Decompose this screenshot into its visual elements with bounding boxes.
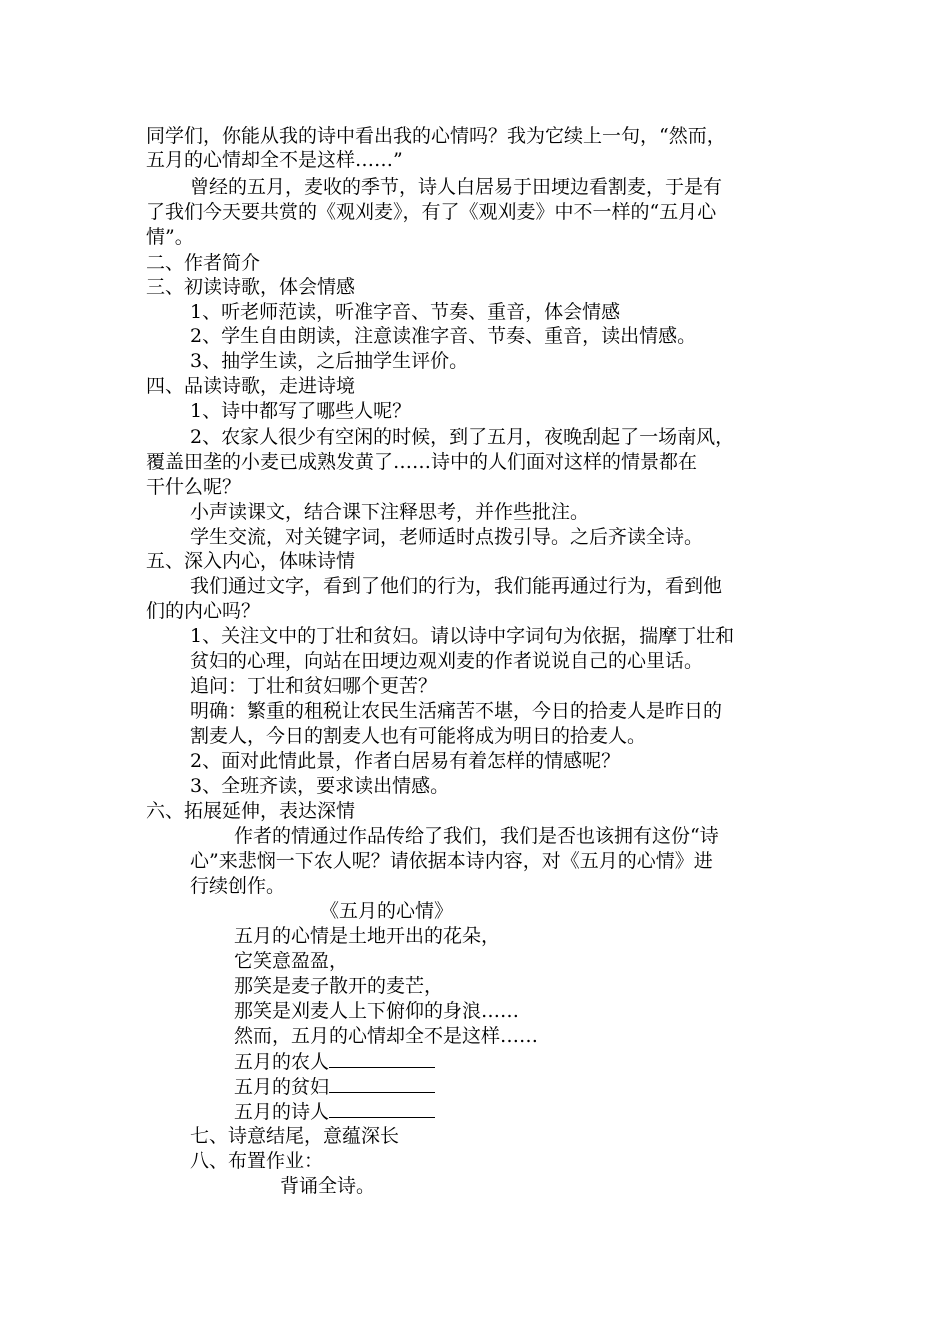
text-line: 作者的情通过作品传给了我们，我们是否也该拥有这份“诗 xyxy=(234,825,719,847)
section-heading: 二、作者简介 xyxy=(146,252,261,274)
text-line: 3、全班齐读，要求读出情感。 xyxy=(190,775,450,797)
poem-prompt: 五月的贫妇 xyxy=(234,1076,330,1098)
text-line: 2、学生自由朗读，注意读准字音、节奏、重音，读出情感。 xyxy=(190,325,697,347)
text-line: 1、关注文中的丁壮和贫妇。请以诗中字词句为依据，揣摩丁壮和 xyxy=(190,625,735,647)
poem-prompt: 五月的诗人 xyxy=(234,1101,330,1123)
text-line: 我们通过文字，看到了他们的行为，我们能再通过行为，看到他 xyxy=(190,575,723,597)
text-line: 1、诗中都写了哪些人呢？ xyxy=(190,400,412,422)
text-line: 背诵全诗。 xyxy=(280,1175,376,1197)
text-line: 小声读课文，结合课下注释思考，并作些批注。 xyxy=(190,501,590,523)
text-line: 曾经的五月，麦收的季节，诗人白居易于田埂边看割麦，于是有 xyxy=(190,176,723,198)
poem-prompt: 五月的农人 xyxy=(234,1051,330,1073)
fill-blank xyxy=(329,1074,435,1093)
text-line: 干什么呢？ xyxy=(146,476,242,498)
poem-fill-line xyxy=(234,1099,435,1123)
text-line: 2、农家人很少有空闲的时候，到了五月，夜晚刮起了一场南风， xyxy=(190,426,735,448)
section-heading: 七、诗意结尾，意蕴深长 xyxy=(190,1125,400,1147)
text-line: 心”来悲悯一下农人呢？请依据本诗内容，对《五月的心情》进 xyxy=(190,850,713,872)
text-line: 明确：繁重的租税让农民生活痛苦不堪，今日的拾麦人是昨日的 xyxy=(190,700,723,722)
poem-fill-line xyxy=(234,1074,435,1098)
text-line: 五月的心情却全不是这样……” xyxy=(146,149,403,171)
poem-line: 五月的心情是土地开出的花朵， xyxy=(234,925,501,947)
section-heading: 四、品读诗歌，走进诗境 xyxy=(146,375,356,397)
poem-title: 《五月的心情》 xyxy=(320,900,454,922)
text-line: 覆盖田垄的小麦已成熟发黄了……诗中的人们面对这样的情景都在 xyxy=(146,451,698,473)
section-heading: 三、初读诗歌，体会情感 xyxy=(146,276,356,298)
text-line: 1、听老师范读，听准字音、节奏、重音，体会情感 xyxy=(190,301,621,323)
text-line: 3、抽学生读，之后抽学生评价。 xyxy=(190,350,469,372)
text-line: 同学们，你能从我的诗中看出我的心情吗？我为它续上一句，“然而， xyxy=(146,125,726,147)
fill-blank xyxy=(329,1099,435,1118)
poem-line: 它笑意盈盈， xyxy=(234,950,349,972)
fill-blank xyxy=(329,1049,435,1068)
section-heading: 五、深入内心，体味诗情 xyxy=(146,550,356,572)
text-line: 追问：丁壮和贫妇哪个更苦？ xyxy=(190,675,438,697)
text-line: 学生交流，对关键字词，老师适时点拨引导。之后齐读全诗。 xyxy=(190,526,704,548)
text-line: 贫妇的心理，向站在田埂边观刈麦的作者说说自己的心里话。 xyxy=(190,650,704,672)
section-heading: 六、拓展延伸，表达深情 xyxy=(146,800,356,822)
text-line: 情”。 xyxy=(146,226,194,248)
text-line: 割麦人，今日的割麦人也有可能将成为明日的拾麦人。 xyxy=(190,725,647,747)
text-line: 2、面对此情此景，作者白居易有着怎样的情感呢？ xyxy=(190,750,621,772)
poem-fill-line xyxy=(234,1049,435,1073)
text-line: 行续创作。 xyxy=(190,875,286,897)
text-line: 了我们今天要共赏的《观刈麦》，有了《观刈麦》中不一样的“五月心 xyxy=(146,201,717,223)
poem-line: 那笑是麦子散开的麦芒， xyxy=(234,975,444,997)
poem-line: 那笑是刈麦人上下俯仰的身浪…… xyxy=(234,1000,520,1022)
text-line: 们的内心吗？ xyxy=(146,600,261,622)
poem-line: 然而，五月的心情却全不是这样…… xyxy=(234,1025,539,1047)
section-heading: 八、布置作业： xyxy=(190,1150,324,1172)
